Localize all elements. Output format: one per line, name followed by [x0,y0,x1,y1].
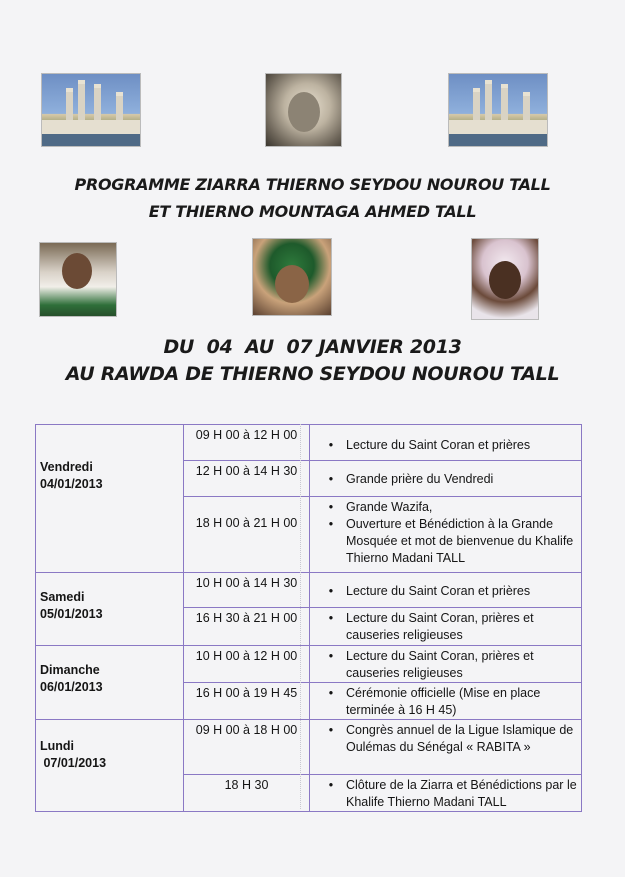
time-cell: 16 H 00 à 19 H 45 [184,683,310,720]
activity-cell [310,497,582,573]
portrait-photo-center [252,238,332,316]
activity-text: Lecture du Saint Coran, prières et causeries religieuses [346,649,534,680]
day-name: Samedi [40,590,85,604]
activity-cell [310,646,582,683]
time-cell: 10 H 00 à 12 H 00 [184,646,310,683]
date-line: DU 04 AU 07 JANVIER 2013 [163,336,462,358]
activity-cell [310,720,582,775]
activity-text: Lecture du Saint Coran et prières [346,584,531,598]
bullet: • [328,517,334,531]
time-cell: 16 H 30 à 21 H 00 [184,608,310,646]
bullet: • [328,438,334,452]
day-date: 06/01/2013 [40,680,103,694]
bullet: • [328,723,334,737]
activity-cell [310,775,582,812]
table-row [36,646,582,683]
activity-text: Lecture du Saint Coran et prières [346,438,531,452]
activity-text: Congrès annuel de la Ligue Islamique de Oulémas du Sénégal « RABITA » [346,723,574,754]
portrait-photo-left [39,242,117,317]
portrait-photo-right [471,238,539,320]
time-cell: 12 H 00 à 14 H 30 [184,461,310,497]
time-cell: 09 H 00 à 18 H 00 [184,720,310,775]
activity-text: Ouverture et Bénédiction à la Grande Mosquée et mot de bienvenue du Khalife Thierno Madani TALL [346,517,574,565]
day-cell [36,425,184,573]
mosque-photo-left [41,73,141,147]
bullet: • [328,778,334,792]
day-date: 04/01/2013 [40,477,103,491]
activity-cell [310,608,582,646]
table-row [36,573,582,608]
bullet: • [328,472,334,486]
day-cell [36,573,184,646]
activity-text: Cérémonie officielle (Mise en place terminée à 16 H 45) [346,686,541,717]
day-date: 05/01/2013 [40,607,103,621]
time-cell: 10 H 00 à 14 H 30 [184,573,310,608]
table-row [36,720,582,775]
table-row [36,425,582,461]
activity-text: Grande Wazifa, [346,500,433,514]
mosque-photo-right [448,73,548,147]
activity-text: Clôture de la Ziarra et Bénédictions par le Khalife Thierno Madani TALL [346,778,577,809]
bullet: • [328,500,334,514]
bullet: • [328,686,334,700]
bullet: • [328,584,334,598]
column-divider [300,424,301,809]
day-name: Vendredi [40,460,93,474]
activity-cell [310,573,582,608]
activity-text: Grande prière du Vendredi [346,472,494,486]
bullet: • [328,649,334,663]
day-cell [36,646,184,720]
program-title-line2: ET THIERNO MOUNTAGA AHMED TALL [148,202,477,221]
bullet: • [328,611,334,625]
day-date: 07/01/2013 [40,756,107,770]
schedule-table [35,424,582,812]
time-cell: 09 H 00 à 12 H 00 [184,425,310,461]
program-title-line1: PROGRAMME ZIARRA THIERNO SEYDOU NOUROU TALL [74,175,551,194]
activity-cell [310,683,582,720]
day-name: Lundi [40,739,75,753]
activity-text: Lecture du Saint Coran, prières et causeries religieuses [346,611,534,642]
day-cell [36,720,184,812]
day-name: Dimanche [40,663,100,677]
time-cell: 18 H 00 à 21 H 00 [184,497,310,573]
portrait-photo-top-center [265,73,342,147]
activity-cell [310,425,582,461]
place-line: AU RAWDA DE THIERNO SEYDOU NOUROU TALL [65,363,560,385]
time-cell: 18 H 30 [184,775,310,812]
activity-cell [310,461,582,497]
